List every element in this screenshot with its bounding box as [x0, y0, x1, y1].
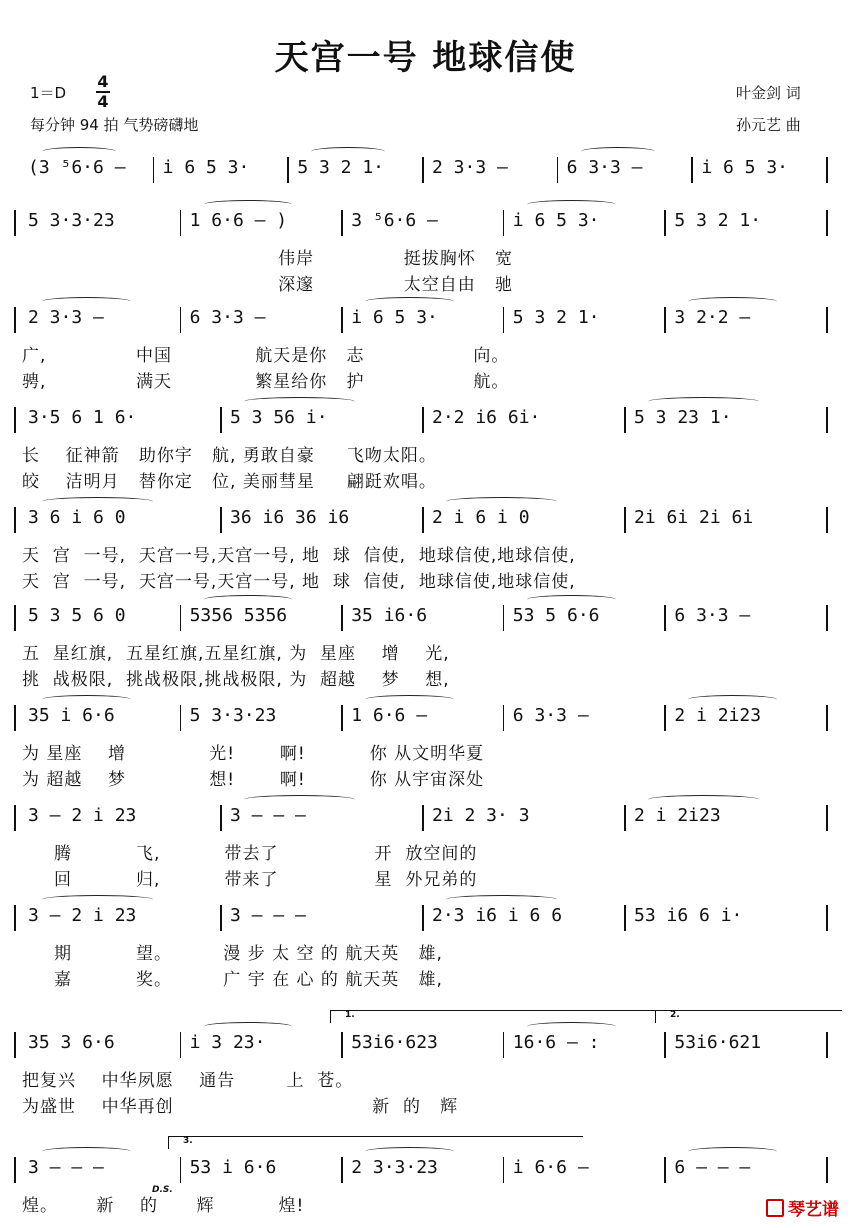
measure: 53i6·621	[674, 1032, 762, 1053]
slur	[527, 200, 616, 209]
volta-1: 1.	[330, 1010, 665, 1023]
slur	[365, 695, 454, 704]
measure: (3 ⁵6·6 –	[28, 157, 126, 178]
barline	[664, 307, 666, 333]
barline	[664, 1157, 666, 1183]
notation-line	[22, 603, 830, 633]
measure: 36 i6 36 i6	[230, 507, 350, 528]
slur	[446, 497, 557, 506]
barline	[220, 507, 222, 533]
notation-line	[22, 208, 830, 238]
slur	[42, 497, 153, 506]
barline	[664, 1032, 666, 1058]
barline	[422, 157, 424, 183]
lyric-line: 腾 飞, 带去了 开 放空间的	[22, 844, 478, 864]
lyric-line: 为盛世 中华再创 新 的 辉	[22, 1097, 459, 1117]
barline	[422, 507, 424, 533]
measure: 53 5 6·6	[512, 605, 600, 626]
measure: 2 i 2i23	[634, 805, 721, 826]
measure: 6 – – –	[674, 1157, 751, 1178]
barline	[14, 705, 16, 731]
measure: 5 3 2 1·	[674, 210, 762, 231]
barline	[826, 210, 828, 236]
measure: i 6 5 3·	[351, 307, 438, 328]
measure: 5 3·3·23	[189, 705, 277, 726]
barline	[180, 605, 182, 631]
lyric-line: 嘉 奖。 广 宇 在 心 的 航天英 雄,	[22, 970, 443, 990]
lyric-line: 为 星座 增 光! 啊! 你 从文明华夏	[22, 744, 485, 764]
measure: 3·5 6 1 6·	[28, 407, 137, 428]
slur	[527, 595, 616, 604]
measure: 3 – – –	[28, 1157, 104, 1178]
barline	[14, 210, 16, 236]
barline	[826, 407, 828, 433]
slur	[42, 297, 131, 306]
measure: 1 6·6 –	[351, 705, 428, 726]
measure: 3 – – –	[230, 905, 306, 926]
slur	[42, 695, 131, 704]
barline	[14, 407, 16, 433]
measure: 3 2·2 –	[674, 307, 751, 328]
barline	[826, 905, 828, 931]
lyric-line: 天 宫 一号, 天宫一号,天宫一号, 地 球 信使, 地球信使,地球信使,	[22, 572, 576, 592]
barline	[14, 605, 16, 631]
barline	[691, 157, 693, 183]
measure: 2 3·3·23	[351, 1157, 438, 1178]
measure: 2 3·3 –	[432, 157, 508, 178]
measure: 3 – 2 i 23	[28, 905, 137, 926]
barline	[14, 1157, 16, 1183]
barline	[503, 210, 505, 236]
slur	[581, 147, 655, 156]
lyric-line: 骋, 满天 繁星给你 护 航。	[22, 372, 510, 392]
slur	[688, 297, 777, 306]
lyric-line: 伟岸 挺拔胸怀 宽	[22, 249, 514, 269]
lyric-line: 挑 战极限, 挑战极限,挑战极限, 为 超越 梦 想,	[22, 670, 450, 690]
lyric-line: 五 星红旗, 五星红旗,五星红旗, 为 星座 增 光,	[22, 644, 450, 664]
barline	[826, 705, 828, 731]
lyricist-credit: 叶金剑 词	[736, 84, 801, 102]
notation-line	[22, 155, 830, 185]
barline	[220, 407, 222, 433]
barline	[664, 210, 666, 236]
barline	[503, 1032, 505, 1058]
barline	[503, 705, 505, 731]
slur	[365, 297, 454, 306]
notation-line	[22, 405, 830, 435]
barline	[826, 1032, 828, 1058]
measure: 3 6 i 6 0	[28, 507, 126, 528]
barline	[341, 705, 343, 731]
slur	[244, 397, 355, 406]
lyric-line: 天 宫 一号, 天宫一号,天宫一号, 地 球 信使, 地球信使,地球信使,	[22, 546, 576, 566]
measure: 3 ⁵6·6 –	[351, 210, 438, 231]
slur	[688, 695, 777, 704]
slur	[204, 595, 293, 604]
measure: 3 – 2 i 23	[28, 805, 137, 826]
barline	[180, 705, 182, 731]
slur	[42, 895, 153, 904]
lyric-line: 为 超越 梦 想! 啊! 你 从宇宙深处	[22, 770, 485, 790]
volta-2: 2.	[655, 1010, 842, 1023]
ds-mark: D.S.	[152, 1185, 173, 1195]
measure: 35 i6·6	[351, 605, 428, 626]
measure: 5 3 5 6 0	[28, 605, 126, 626]
barline	[503, 307, 505, 333]
notation-line	[22, 505, 830, 535]
measure: 6 3·3 –	[189, 307, 266, 328]
barline	[341, 605, 343, 631]
measure: 53 i6 6 i·	[634, 905, 743, 926]
measure: i 3 23·	[189, 1032, 266, 1053]
barline	[180, 307, 182, 333]
logo-icon	[766, 1199, 784, 1217]
barline	[341, 1032, 343, 1058]
slur	[311, 147, 385, 156]
barline	[503, 605, 505, 631]
slur	[42, 147, 116, 156]
barline	[341, 210, 343, 236]
measure: 2·3 i6 i 6 6	[432, 905, 563, 926]
slur	[648, 795, 759, 804]
barline	[341, 1157, 343, 1183]
measure: 5 3 2 1·	[297, 157, 385, 178]
barline	[287, 157, 289, 183]
measure: 35 i 6·6	[28, 705, 115, 726]
slur	[446, 895, 557, 904]
lyric-line: 煌。 新 的 辉 煌!	[22, 1196, 305, 1216]
measure: 3 – – –	[230, 805, 306, 826]
slur	[244, 795, 355, 804]
measure: 2 i 2i23	[674, 705, 762, 726]
measure: i 6 5 3·	[701, 157, 789, 178]
notation-line	[22, 1030, 830, 1060]
barline	[14, 1032, 16, 1058]
barline	[14, 307, 16, 333]
barline	[220, 905, 222, 931]
measure: 6 3·3 –	[674, 605, 751, 626]
barline	[14, 805, 16, 831]
barline	[664, 605, 666, 631]
notation-line	[22, 1155, 830, 1185]
lyric-line: 期 望。 漫 步 太 空 的 航天英 雄,	[22, 944, 443, 964]
notation-line	[22, 903, 830, 933]
measure: 5 3 23 1·	[634, 407, 732, 428]
slur	[204, 1022, 293, 1031]
measure: 2i 2 3· 3	[432, 805, 530, 826]
measure: 2 i 6 i 0	[432, 507, 530, 528]
barline	[180, 1157, 182, 1183]
notation-line	[22, 305, 830, 335]
barline	[220, 805, 222, 831]
barline	[826, 1157, 828, 1183]
barline	[153, 157, 155, 183]
time-signature-top: 4	[97, 72, 109, 91]
slur	[527, 1022, 616, 1031]
measure: 35 3 6·6	[28, 1032, 115, 1053]
measure: i 6·6 –	[512, 1157, 589, 1178]
site-logo	[766, 1195, 839, 1220]
slur	[648, 397, 759, 406]
measure: i 6 5 3·	[512, 210, 600, 231]
slur	[204, 200, 293, 209]
barline	[664, 705, 666, 731]
song-title: 天宫一号 地球信使	[274, 38, 577, 78]
slur	[42, 1147, 131, 1156]
tempo-marking: 每分钟 94 拍 气势磅礴地	[30, 116, 199, 134]
measure: 5356 5356	[189, 605, 288, 626]
notation-line	[22, 803, 830, 833]
measure: 5 3 2 1·	[512, 307, 600, 328]
barline	[624, 507, 626, 533]
barline	[624, 407, 626, 433]
barline	[826, 157, 828, 183]
barline	[422, 805, 424, 831]
barline	[557, 157, 559, 183]
measure: 1 6·6 – )	[189, 210, 288, 231]
barline	[14, 507, 16, 533]
lyric-line: 广, 中国 航天是你 志 向。	[22, 346, 510, 366]
barline	[14, 905, 16, 931]
barline	[624, 905, 626, 931]
notation-line	[22, 703, 830, 733]
slur	[688, 1147, 777, 1156]
barline	[422, 905, 424, 931]
measure: 53i6·623	[351, 1032, 438, 1053]
barline	[826, 805, 828, 831]
time-signature	[96, 74, 110, 110]
time-signature-bottom: 4	[97, 92, 109, 111]
volta-3: 3.	[168, 1136, 583, 1149]
barline	[624, 805, 626, 831]
lyric-line: 回 归, 带来了 星 外兄弟的	[22, 870, 478, 890]
composer-credit: 孙元艺 曲	[736, 116, 801, 134]
measure: 6 3·3 –	[512, 705, 589, 726]
barline	[826, 307, 828, 333]
measure: i 6 5 3·	[162, 157, 250, 178]
measure: 5 3 56 i·	[230, 407, 328, 428]
barline	[826, 605, 828, 631]
measure: 2·2 i6 6i·	[432, 407, 541, 428]
barline	[341, 307, 343, 333]
barline	[422, 407, 424, 433]
measure: 16·6 – :	[512, 1032, 600, 1053]
key-signature: 1＝D	[30, 84, 67, 102]
lyric-line: 把复兴 中华夙愿 通告 上 苍。	[22, 1071, 354, 1091]
lyric-line: 长 征神箭 助你宇 航, 勇敢自豪 飞吻太阳。	[22, 446, 437, 466]
logo-text: 琴艺谱	[788, 1200, 839, 1220]
measure: 53 i 6·6	[189, 1157, 277, 1178]
barline	[180, 1032, 182, 1058]
barline	[503, 1157, 505, 1183]
measure: 2i 6i 2i 6i	[634, 507, 754, 528]
lyric-line: 深邃 太空自由 驰	[22, 275, 514, 295]
lyric-line: 皎 洁明月 替你定 位, 美丽彗星 翩跹欢唱。	[22, 472, 437, 492]
measure: 5 3·3·23	[28, 210, 115, 231]
measure: 2 3·3 –	[28, 307, 104, 328]
barline	[826, 507, 828, 533]
measure: 6 3·3 –	[566, 157, 643, 178]
barline	[180, 210, 182, 236]
